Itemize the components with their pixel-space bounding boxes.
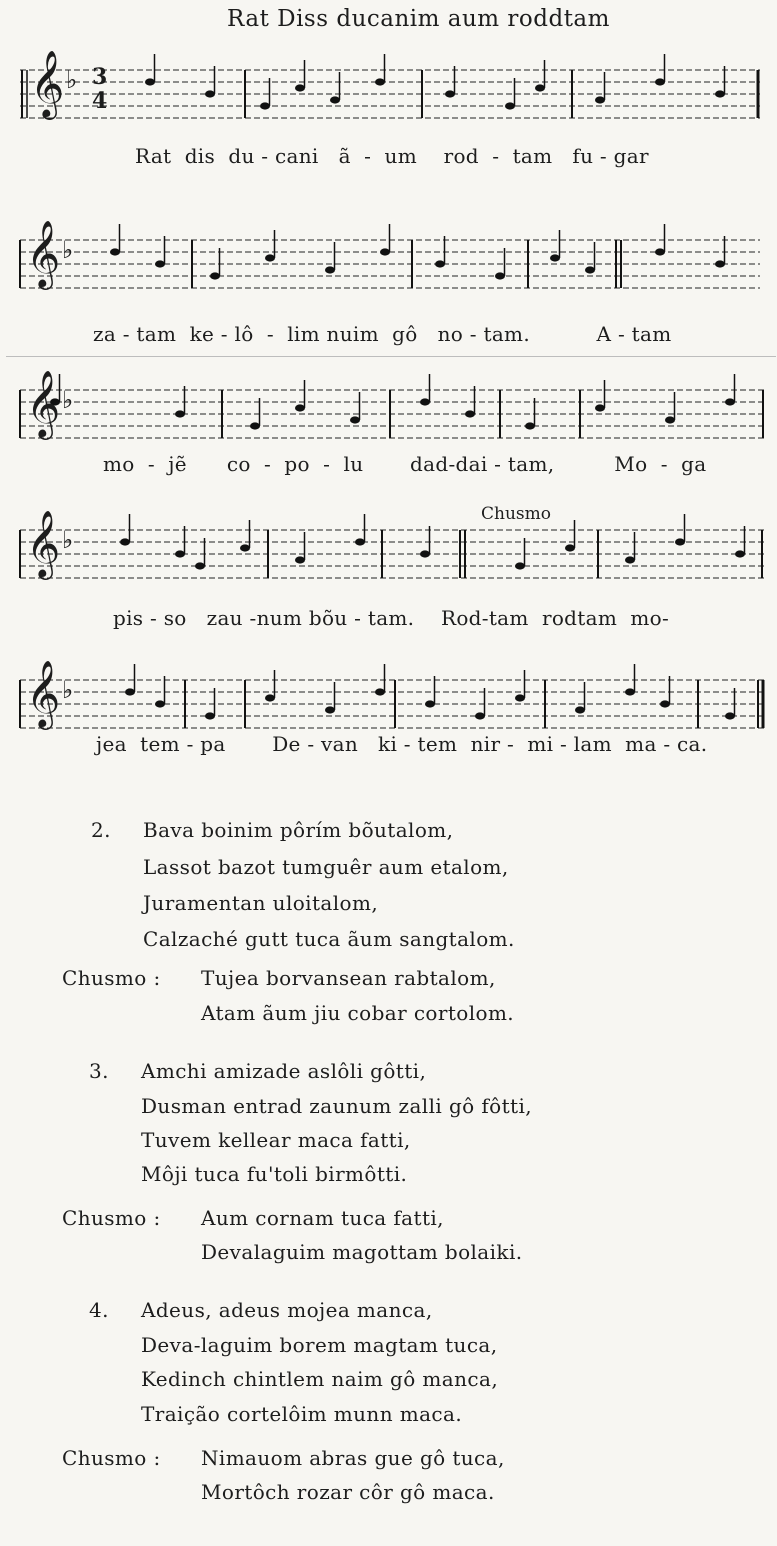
note-head xyxy=(145,78,155,85)
verse-line: Calzaché gutt tuca ãum sangtalom. xyxy=(143,927,515,951)
verse-line: Amchi amizade aslôli gôtti, xyxy=(141,1059,427,1083)
note-head xyxy=(260,102,270,109)
chorus-line: Atam ãum jiu cobar cortolom. xyxy=(201,1001,515,1025)
chorus-line: Devalaguim magottam bolaiki. xyxy=(201,1240,523,1264)
note-head xyxy=(505,102,515,109)
verse-line: Tuvem kellear maca fatti, xyxy=(141,1128,411,1152)
staff-4 xyxy=(0,498,777,608)
note-head xyxy=(265,254,275,261)
note-head xyxy=(425,700,435,707)
key-flat-icon: ♭ xyxy=(62,526,74,554)
note-head xyxy=(655,78,665,85)
verse-line: Lassot bazot tumguêr aum etalom, xyxy=(143,855,509,879)
note-head xyxy=(715,260,725,267)
note-head xyxy=(380,248,390,255)
note-head xyxy=(205,712,215,719)
note-head xyxy=(585,266,595,273)
key-flat-icon: ♭ xyxy=(66,66,78,94)
note-head xyxy=(625,688,635,695)
treble-clef-icon: 𝄞 xyxy=(26,219,61,287)
note-head xyxy=(325,706,335,713)
verse-number: 2. xyxy=(91,818,111,842)
staff-1 xyxy=(0,48,777,138)
note-head xyxy=(420,398,430,405)
note-head xyxy=(175,410,185,417)
note-head xyxy=(550,254,560,261)
note-head xyxy=(295,404,305,411)
staff-2 xyxy=(0,218,777,308)
note-head xyxy=(240,544,250,551)
note-head xyxy=(565,544,575,551)
time-signature-bottom: 4 xyxy=(92,88,108,114)
note-head xyxy=(575,706,585,713)
verse-line: Juramentan uloitalom, xyxy=(143,891,379,915)
music-system-3 xyxy=(0,368,777,498)
note-head xyxy=(195,562,205,569)
note-head xyxy=(120,538,130,545)
note-head xyxy=(375,688,385,695)
note-head xyxy=(110,248,120,255)
note-head xyxy=(330,96,340,103)
note-head xyxy=(355,538,365,545)
note-head xyxy=(155,700,165,707)
verse-line: Kedinch chintlem naim gô manca, xyxy=(141,1367,499,1391)
note-head xyxy=(210,272,220,279)
note-head xyxy=(625,556,635,563)
note-head xyxy=(325,266,335,273)
lyrics-line-5: jea tem - pa De - van ki - tem nir - mi - lam ma - ca. xyxy=(96,732,708,756)
verse-line: Deva-laguim borem magtam tuca, xyxy=(141,1333,498,1357)
verse-number: 3. xyxy=(89,1059,109,1083)
note-head xyxy=(205,90,215,97)
verse-line: Bava boinim pôrím bõutalom, xyxy=(143,818,454,842)
chorus-line: Mortôch rozar côr gô maca. xyxy=(201,1480,495,1504)
verse-line: Dusman entrad zaunum zalli gô fôtti, xyxy=(141,1094,533,1118)
note-head xyxy=(155,260,165,267)
note-head xyxy=(655,248,665,255)
music-system-2 xyxy=(0,218,777,348)
note-head xyxy=(295,84,305,91)
lyrics-line-3: mo - jẽ co - po - lu dad-dai - tam, Mo - ga xyxy=(103,452,707,476)
note-head xyxy=(350,416,360,423)
key-flat-icon: ♭ xyxy=(62,236,74,264)
key-flat-icon: ♭ xyxy=(62,386,74,414)
treble-clef-icon: 𝄞 xyxy=(30,49,65,117)
note-head xyxy=(660,700,670,707)
note-head xyxy=(725,398,735,405)
note-head xyxy=(375,78,385,85)
lyrics-line-1: Rat dis du - cani ã - um rod - tam fu - gar xyxy=(135,144,649,168)
song-title: Rat Diss ducanim aum roddtam xyxy=(227,6,610,32)
note-head xyxy=(495,272,505,279)
note-head xyxy=(675,538,685,545)
note-head xyxy=(265,694,275,701)
note-head xyxy=(525,422,535,429)
note-head xyxy=(435,260,445,267)
verse-line: Môji tuca fu'toli birmôtti. xyxy=(141,1162,408,1186)
lyrics-line-4: pis - so zau -num bõu - tam. Rod-tam rodtam mo- xyxy=(113,606,670,630)
chorus-label: Chusmo : xyxy=(62,966,161,990)
chorus-label: Chusmo : xyxy=(62,1446,161,1470)
note-head xyxy=(595,96,605,103)
note-head xyxy=(715,90,725,97)
chorus-label: Chusmo xyxy=(481,504,551,524)
chorus-line: Nimauom abras gue gô tuca, xyxy=(201,1446,505,1470)
note-head xyxy=(515,694,525,701)
verse-line: Traição cortelôim munn maca. xyxy=(141,1402,463,1426)
note-head xyxy=(735,550,745,557)
key-flat-icon: ♭ xyxy=(62,676,74,704)
note-head xyxy=(475,712,485,719)
note-head xyxy=(420,550,430,557)
verse-number: 4. xyxy=(89,1298,109,1322)
note-head xyxy=(725,712,735,719)
note-head xyxy=(535,84,545,91)
note-head xyxy=(175,550,185,557)
section-divider xyxy=(6,356,776,357)
time-signature-top: 3 xyxy=(92,64,108,90)
treble-clef-icon: 𝄞 xyxy=(26,369,61,437)
staff-3 xyxy=(0,368,777,458)
note-head xyxy=(665,416,675,423)
chorus-line: Tujea borvansean rabtalom, xyxy=(201,966,496,990)
treble-clef-icon: 𝄞 xyxy=(26,659,61,727)
note-head xyxy=(125,688,135,695)
music-system-4 xyxy=(0,498,777,638)
note-head xyxy=(515,562,525,569)
note-head xyxy=(465,410,475,417)
note-head xyxy=(445,90,455,97)
note-head xyxy=(295,556,305,563)
chorus-label: Chusmo : xyxy=(62,1206,161,1230)
note-head xyxy=(595,404,605,411)
note-head xyxy=(250,422,260,429)
music-system-5 xyxy=(0,650,777,790)
verse-line: Adeus, adeus mojea manca, xyxy=(141,1298,433,1322)
treble-clef-icon: 𝄞 xyxy=(26,509,61,577)
music-system-1 xyxy=(0,48,777,178)
lyrics-line-2: za - tam ke - lô - lim nuim gô no - tam. A - tam xyxy=(93,322,672,346)
chorus-line: Aum cornam tuca fatti, xyxy=(201,1206,444,1230)
